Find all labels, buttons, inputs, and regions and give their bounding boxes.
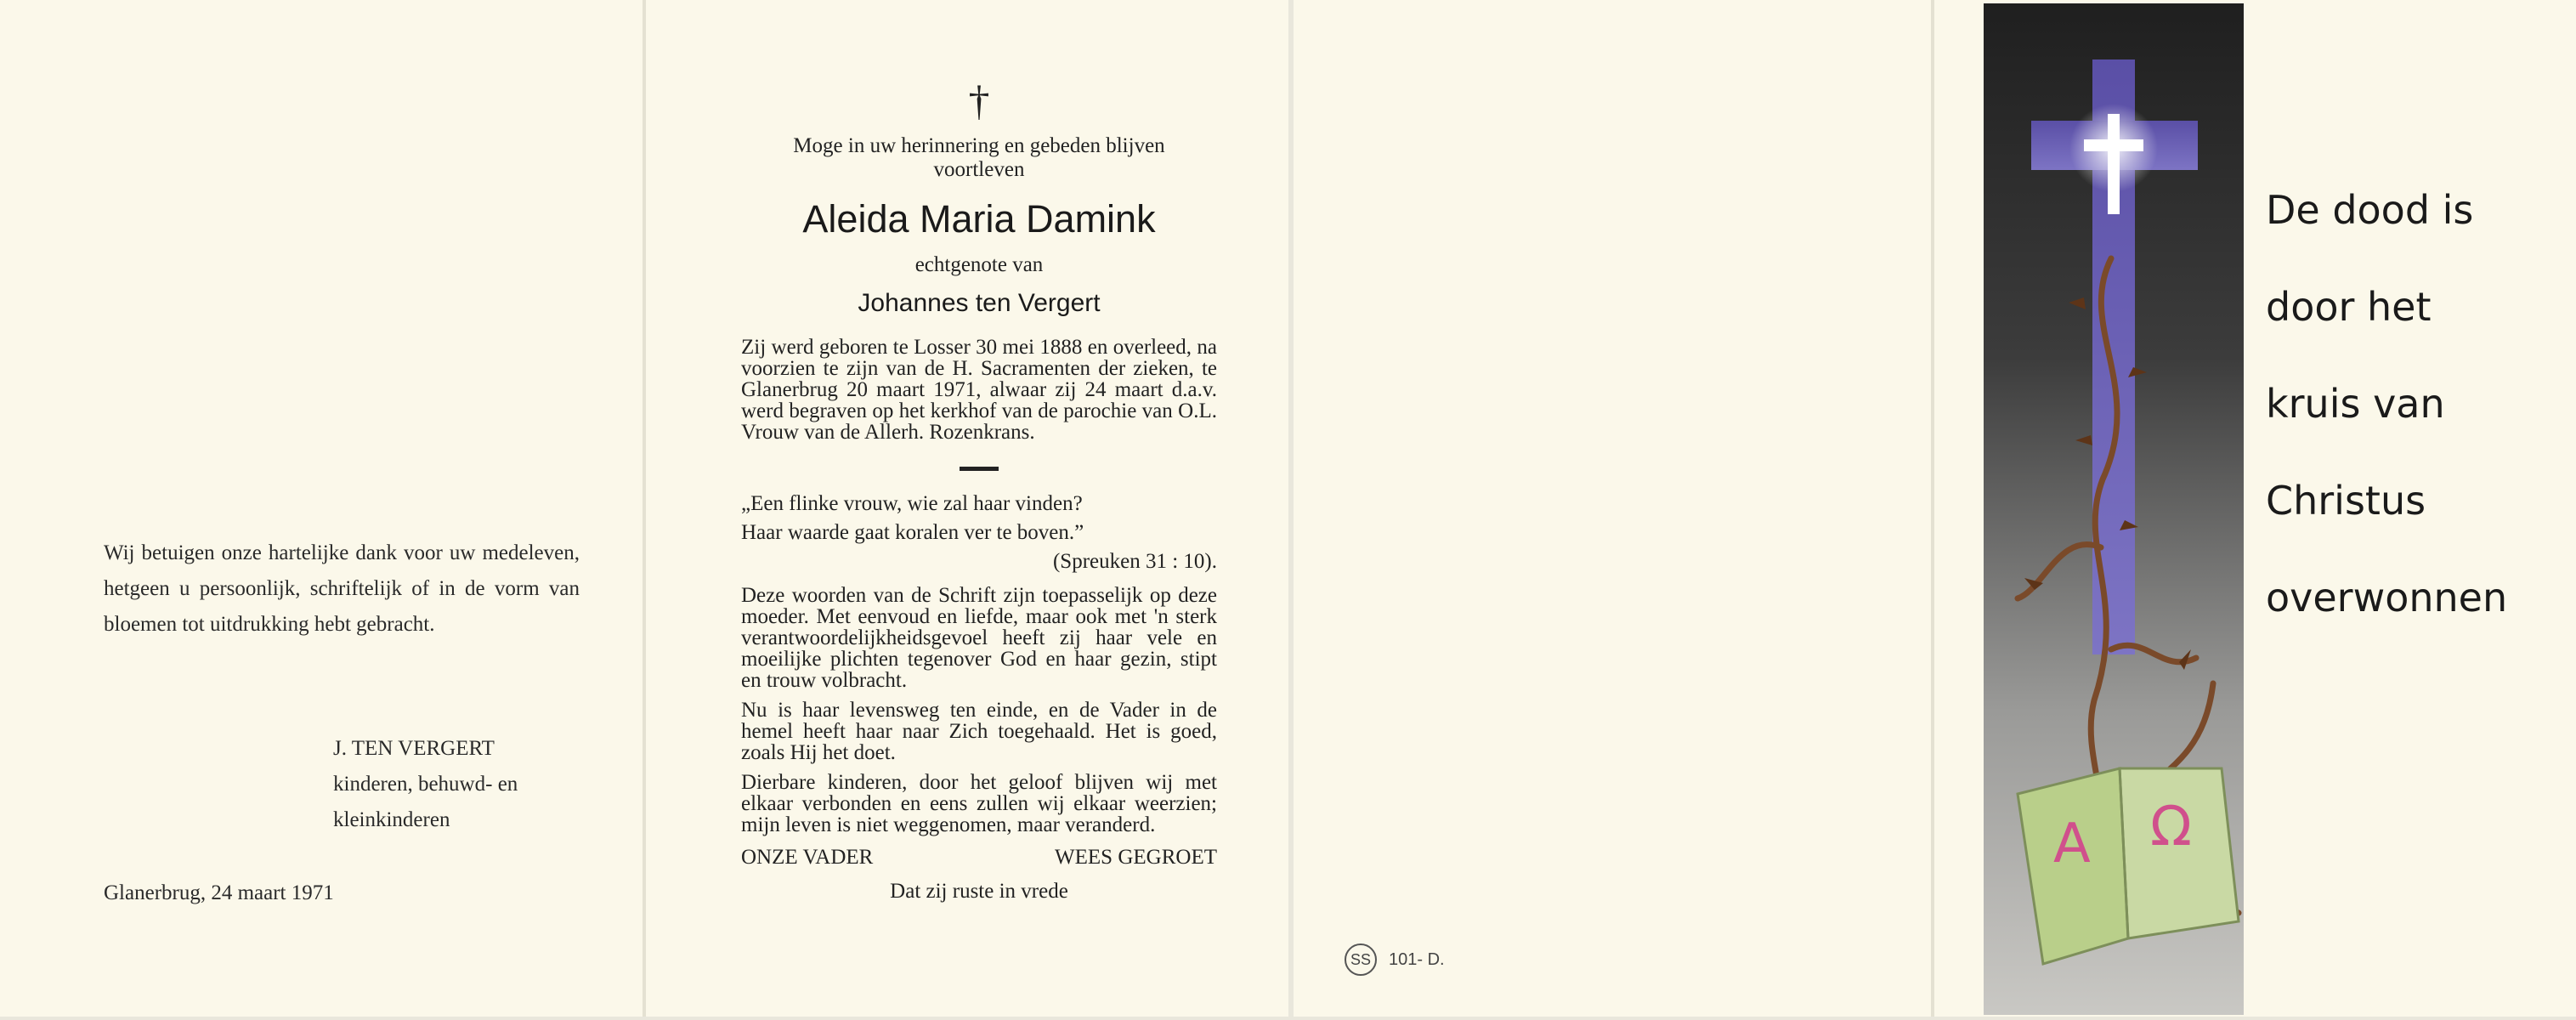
omega-glyph: Ω [2150, 796, 2192, 858]
quote-line: „Een flinke vrouw, wie zal haar vinden? [741, 492, 1083, 515]
fold-line [1931, 0, 1934, 1017]
publisher-code: 101- D. [1389, 949, 1445, 969]
signer-line: kleinkinderen [333, 808, 450, 831]
spouse-name: Johannes ten Vergert [858, 289, 1101, 317]
publisher-mark [1345, 944, 1445, 976]
paragraph: Dierbare kinderen, door het geloof blijven wij met elkaar verbonden en eens zullen wij elkaar weerzien; mijn leven is niet weggenomen, maar veranderd. [741, 771, 1217, 836]
deceased-name: Aleida Maria Damink [802, 197, 1156, 241]
thanks-text: Wij betuigen onze hartelijke dank voor uw medeleven, hetgeen u persoonlijk, schriftelijk of in de vorm van bloemen tot uitdrukking hebt gebracht. [104, 541, 580, 636]
alpha-glyph: A [2053, 813, 2091, 876]
motto-text [2266, 162, 2555, 646]
publisher-logo-icon: SS [1345, 944, 1377, 976]
spouse-intro: echtgenote van [914, 253, 1044, 276]
signer-line: kinderen, behuwd- en [333, 773, 518, 796]
prayer-right: WEES GEGROET [1055, 846, 1217, 869]
signer-name: J. TEN VERGERT [333, 737, 495, 760]
memorial-text-panel [741, 76, 1217, 904]
motto-line: door het [2266, 284, 2432, 330]
intro-text: Moge in uw herinnering en gebeden blijven voortleven [793, 134, 1165, 181]
closing-line: Dat zij ruste in vrede [890, 880, 1068, 903]
cross-icon: † [968, 76, 990, 124]
divider [960, 467, 999, 471]
motto-line: kruis van [2266, 381, 2445, 427]
paragraph: Deze woorden van de Schrift zijn toepasselijk op deze moeder. Met eenvoud en liefde, maar ook met 'n sterk verantwoordelijkheidsgevoel heeft zij haar vele en moeilijke plichten tegenover God en haar gezin, stipt en trouw volbracht. [741, 584, 1217, 692]
place-date: Glanerbrug, 24 maart 1971 [104, 881, 334, 904]
prayers-row [741, 846, 1217, 870]
motto-line: Christus [2266, 478, 2426, 524]
prayer-left: ONZE VADER [741, 846, 874, 869]
fold-line [643, 0, 646, 1017]
motto-line: overwonnen [2266, 575, 2508, 620]
scripture-quote [741, 490, 1217, 547]
motto-line: De dood is [2266, 187, 2474, 233]
paragraph: Nu is haar levensweg ten einde, en de Vader in de hemel heeft haar naar Zich toegehaald. Het is goed, zoals Hij het doet. [741, 699, 1217, 764]
biography: Zij werd geboren te Losser 30 mei 1888 en overleed, na voorzien te zijn van de H. Sacramenten der zieken, te Glanerbrug 20 maart 1971, alwaar zij 24 maart d.a.v. werd begraven op het kerkhof van de parochie van O.L. Vrouw van de Allerh. Rozenkrans. [741, 336, 1217, 444]
signers-block [333, 731, 588, 838]
quote-source: (Spreuken 31 : 10). [1052, 550, 1217, 573]
cross-and-book-illustration [1984, 3, 2244, 1015]
quote-line: Haar waarde gaat koralen ver te boven.” [741, 521, 1084, 544]
